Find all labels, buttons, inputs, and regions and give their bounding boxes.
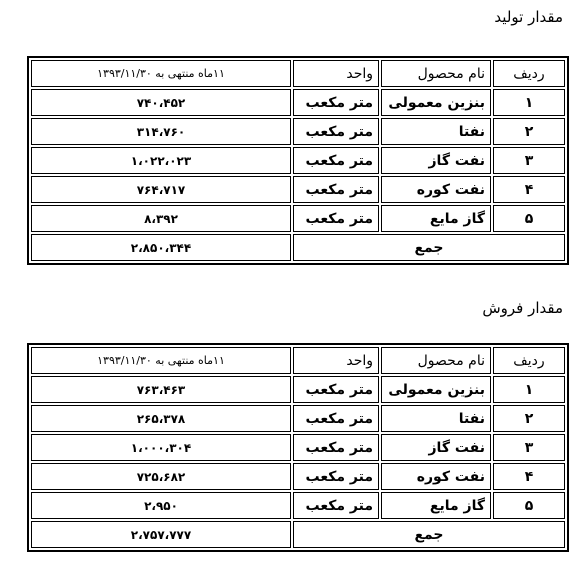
header-row-number: ردیف: [493, 60, 565, 87]
table-row: [31, 405, 565, 432]
header-row-number: ردیف: [493, 347, 565, 374]
header-unit: واحد: [293, 60, 379, 87]
total-row: [31, 234, 565, 261]
total-label: جمع: [293, 521, 565, 548]
table-row: [31, 434, 565, 461]
table-row: [31, 176, 565, 203]
product-name: نفت کوره: [381, 176, 491, 203]
row-number: ۱: [493, 376, 565, 403]
value: ۲۶۵،۳۷۸: [31, 405, 291, 432]
total-value: ۲،۸۵۰،۳۴۴: [31, 234, 291, 261]
table-row: [31, 118, 565, 145]
header-period-value: ۱۱ماه منتهی به ۱۳۹۳/۱۱/۳۰: [31, 347, 291, 374]
table-row: [31, 463, 565, 490]
production-title: مقدار تولید: [494, 8, 563, 26]
unit: متر مکعب: [293, 376, 379, 403]
unit: متر مکعب: [293, 492, 379, 519]
unit: متر مکعب: [293, 147, 379, 174]
product-name: نفتا: [381, 405, 491, 432]
total-value: ۲،۷۵۷،۷۷۷: [31, 521, 291, 548]
value: ۱،۰۰۰،۳۰۴: [31, 434, 291, 461]
table-header-row: [31, 347, 565, 374]
product-name: نفت گاز: [381, 147, 491, 174]
sales-table: [27, 343, 569, 552]
total-label: جمع: [293, 234, 565, 261]
unit: متر مکعب: [293, 176, 379, 203]
value: ۸،۳۹۲: [31, 205, 291, 232]
row-number: ۳: [493, 147, 565, 174]
sales-title: مقدار فروش: [482, 299, 563, 317]
table-row: [31, 492, 565, 519]
header-period-value: ۱۱ماه منتهی به ۱۳۹۳/۱۱/۳۰: [31, 60, 291, 87]
unit: متر مکعب: [293, 205, 379, 232]
product-name: نفتا: [381, 118, 491, 145]
row-number: ۲: [493, 118, 565, 145]
total-row: [31, 521, 565, 548]
unit: متر مکعب: [293, 89, 379, 116]
table-row: [31, 89, 565, 116]
unit: متر مکعب: [293, 463, 379, 490]
header-product-name: نام محصول: [381, 60, 491, 87]
table-row: [31, 147, 565, 174]
unit: متر مکعب: [293, 434, 379, 461]
value: ۷۶۴،۷۱۷: [31, 176, 291, 203]
table-header-row: [31, 60, 565, 87]
value: ۱،۰۲۲،۰۲۳: [31, 147, 291, 174]
table-row: [31, 376, 565, 403]
row-number: ۱: [493, 89, 565, 116]
product-name: گاز مایع: [381, 492, 491, 519]
row-number: ۵: [493, 205, 565, 232]
unit: متر مکعب: [293, 405, 379, 432]
row-number: ۲: [493, 405, 565, 432]
unit: متر مکعب: [293, 118, 379, 145]
product-name: نفت کوره: [381, 463, 491, 490]
row-number: ۴: [493, 176, 565, 203]
row-number: ۴: [493, 463, 565, 490]
value: ۷۲۵،۶۸۲: [31, 463, 291, 490]
header-unit: واحد: [293, 347, 379, 374]
value: ۷۶۳،۴۶۳: [31, 376, 291, 403]
product-name: نفت گاز: [381, 434, 491, 461]
table-row: [31, 205, 565, 232]
production-table: [27, 56, 569, 265]
header-product-name: نام محصول: [381, 347, 491, 374]
value: ۲،۹۵۰: [31, 492, 291, 519]
product-name: گاز مایع: [381, 205, 491, 232]
product-name: بنزین معمولی: [381, 376, 491, 403]
row-number: ۵: [493, 492, 565, 519]
product-name: بنزین معمولی: [381, 89, 491, 116]
row-number: ۳: [493, 434, 565, 461]
value: ۷۴۰،۴۵۲: [31, 89, 291, 116]
value: ۳۱۴،۷۶۰: [31, 118, 291, 145]
